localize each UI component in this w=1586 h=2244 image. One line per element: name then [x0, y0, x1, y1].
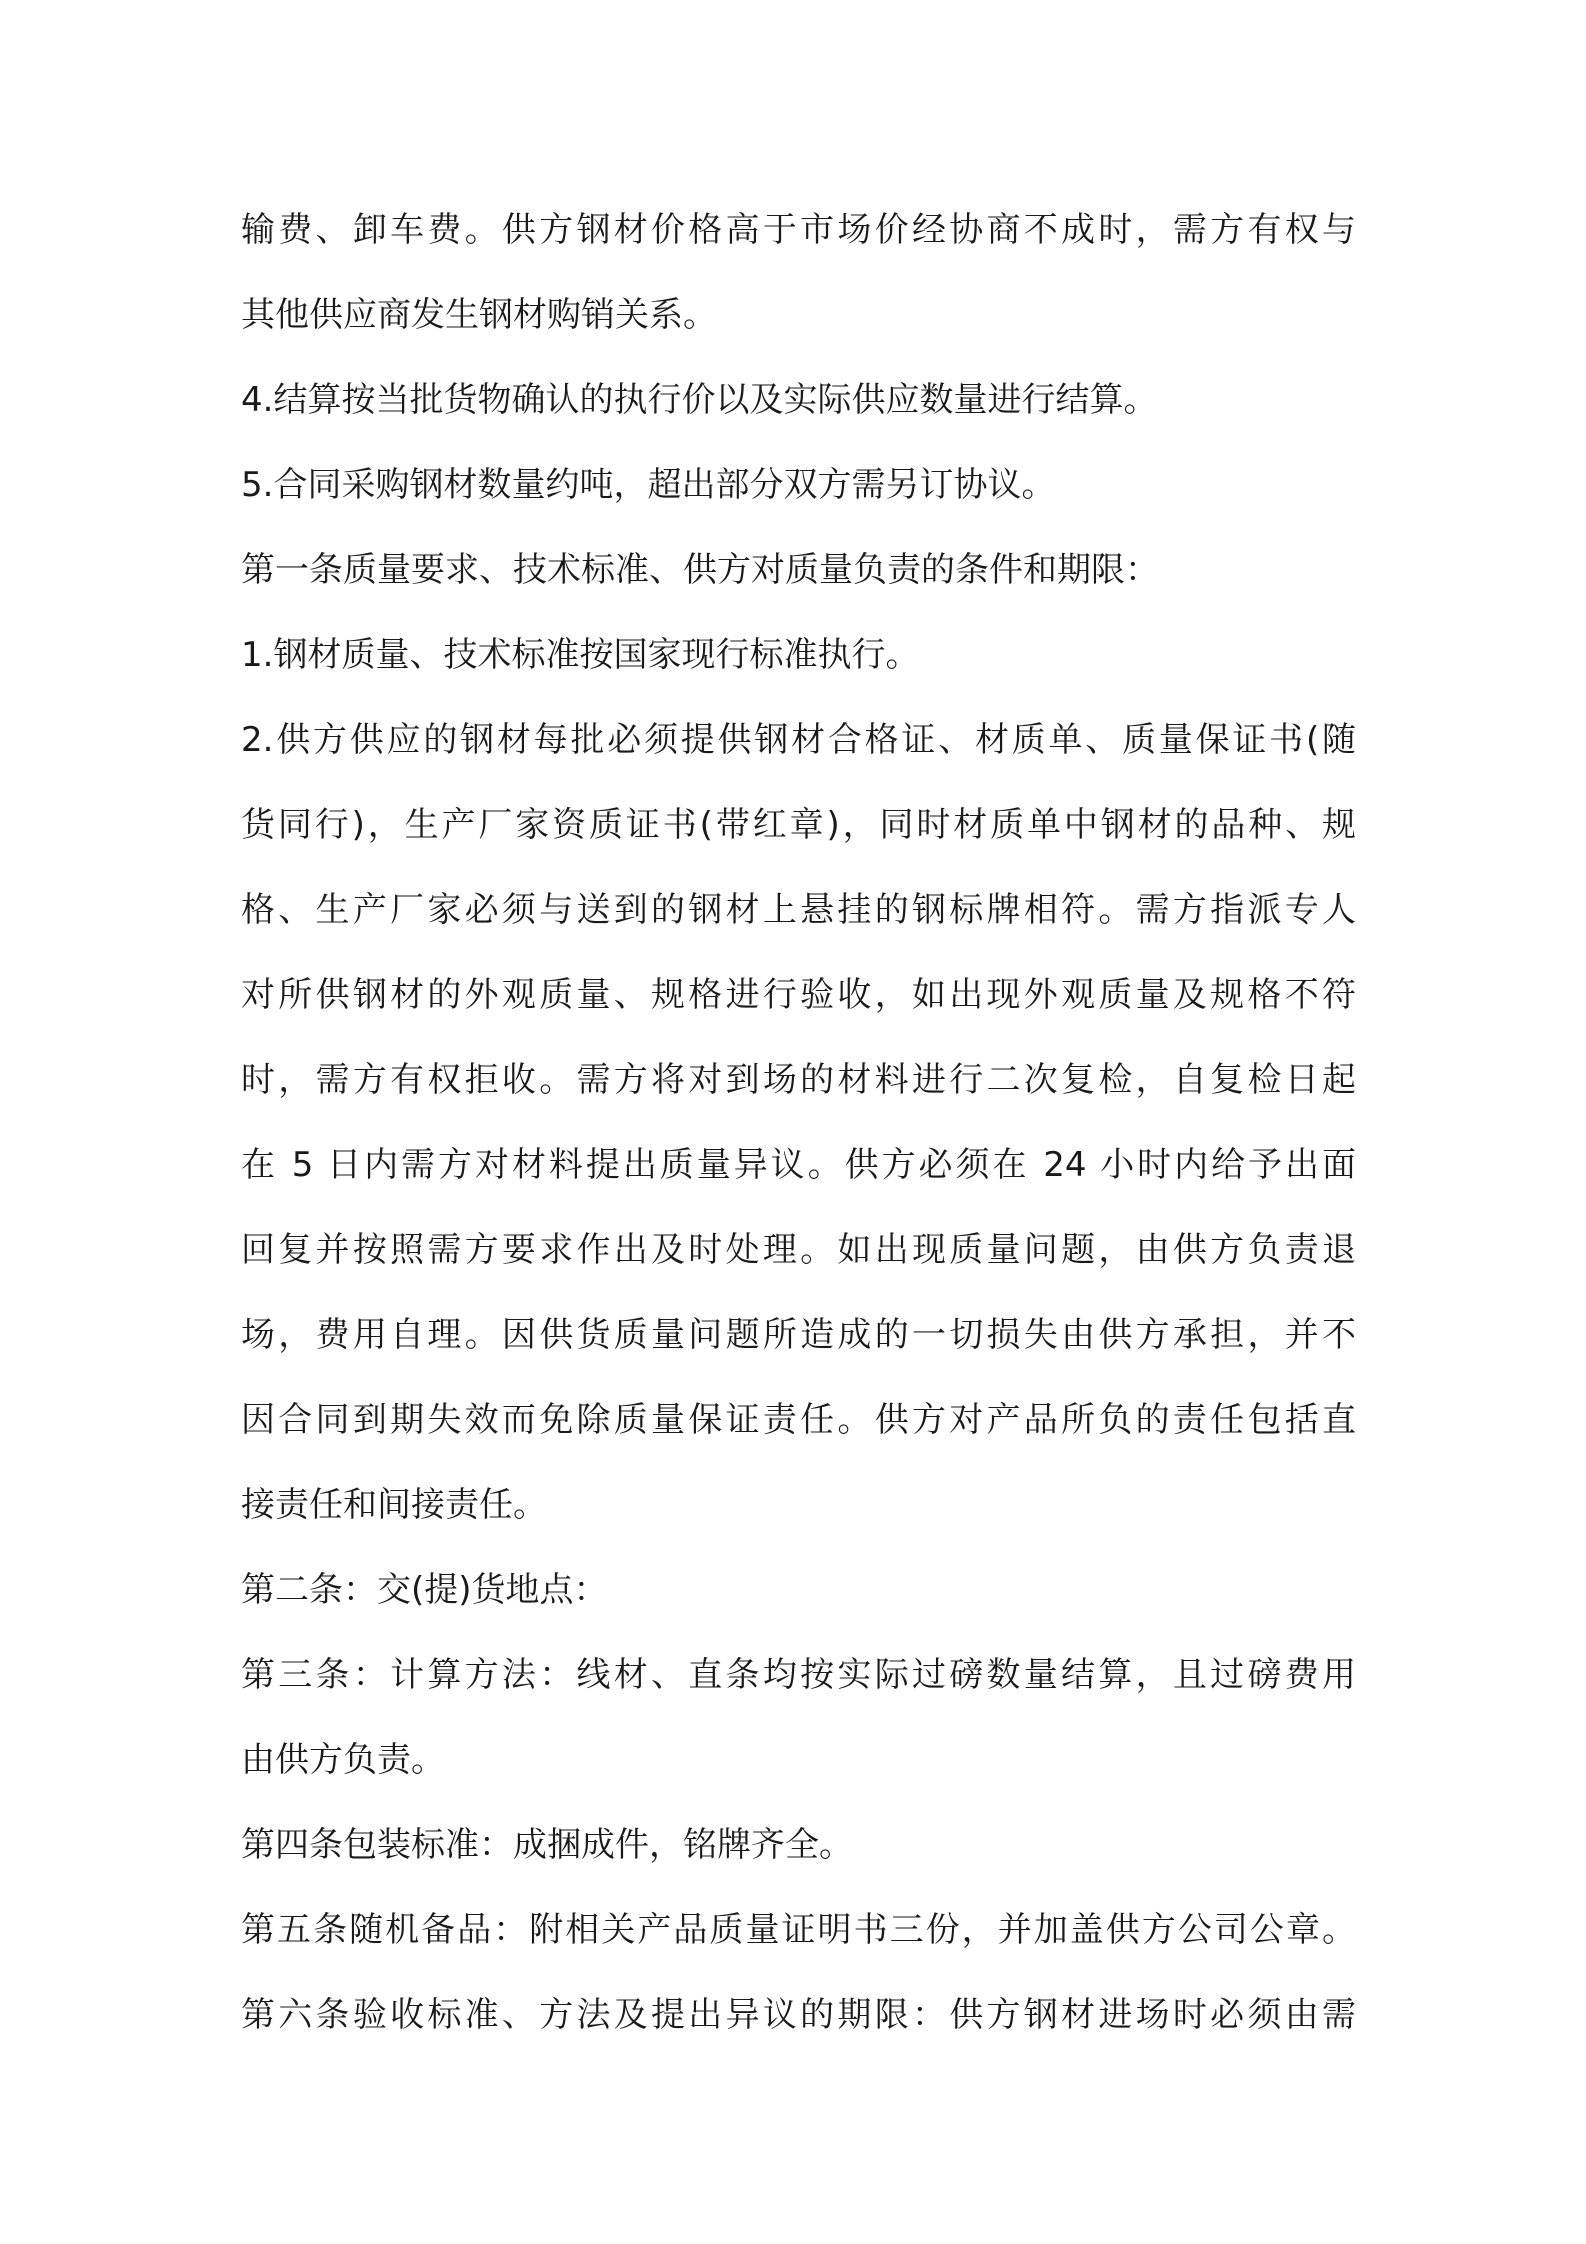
text-line-19: 由供方负责。: [241, 1740, 445, 1780]
text-line-3: 4.结算按当批货物确认的执行价以及实际供应数量进行结算。: [241, 380, 1158, 420]
text-line-11: 时，需方有权拒收。需方将对到场的材料进行二次复检，自复检日起: [241, 1060, 1356, 1100]
text-line-4: 5.合同采购钢材数量约吨，超出部分双方需另订协议。: [241, 465, 1056, 505]
document-body: [241, 200, 1356, 2070]
text-line-22: 第六条验收标准、方法及提出异议的期限：供方钢材进场时必须由需: [241, 1995, 1356, 2035]
text-line-16: 接责任和间接责任。: [241, 1485, 547, 1525]
text-line-14: 场，费用自理。因供货质量问题所造成的一切损失由供方承担，并不: [241, 1315, 1356, 1355]
text-line-7: 2.供方供应的钢材每批必须提供钢材合格证、材质单、质量保证书(随: [241, 720, 1356, 760]
text-line-18: 第三条：计算方法：线材、直条均按实际过磅数量结算，且过磅费用: [241, 1655, 1356, 1695]
text-line-10: 对所供钢材的外观质量、规格进行验收，如出现外观质量及规格不符: [241, 975, 1356, 1015]
text-line-17: 第二条：交(提)货地点：: [241, 1570, 608, 1610]
text-line-20: 第四条包装标准：成捆成件，铭牌齐全。: [241, 1825, 853, 1865]
text-line-13: 回复并按照需方要求作出及时处理。如出现质量问题，由供方负责退: [241, 1230, 1356, 1270]
text-line-2: 其他供应商发生钢材购销关系。: [241, 295, 717, 335]
text-line-15: 因合同到期失效而免除质量保证责任。供方对产品所负的责任包括直: [241, 1400, 1356, 1440]
text-line-21: 第五条随机备品：附相关产品质量证明书三份，并加盖供方公司公章。: [241, 1910, 1356, 1950]
text-line-5: 第一条质量要求、技术标准、供方对质量负责的条件和期限：: [241, 550, 1159, 590]
text-line-6: 1.钢材质量、技术标准按国家现行标准执行。: [241, 635, 920, 675]
text-line-12: 在 5 日内需方对材料提出质量异议。供方必须在 24 小时内给予出面: [241, 1145, 1356, 1185]
text-line-9: 格、生产厂家必须与送到的钢材上悬挂的钢标牌相符。需方指派专人: [241, 890, 1356, 930]
text-line-1: 输费、卸车费。供方钢材价格高于市场价经协商不成时，需方有权与: [241, 210, 1356, 250]
text-line-8: 货同行)，生产厂家资质证书(带红章)，同时材质单中钢材的品种、规: [241, 805, 1356, 845]
